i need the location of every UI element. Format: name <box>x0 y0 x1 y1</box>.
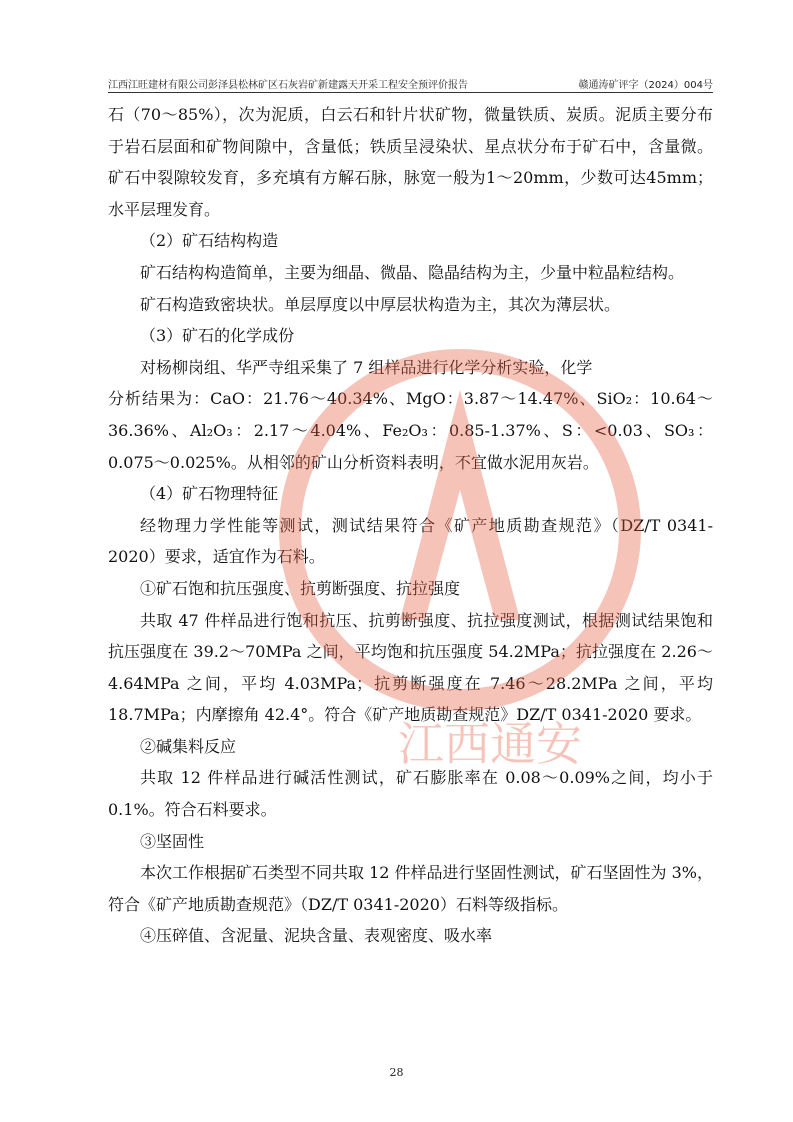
body-paragraph: 矿石构造致密块状。单层厚度以中厚层状构造为主，其次为薄层状。 <box>140 294 621 314</box>
body-paragraph: ③坚固性 <box>140 831 205 851</box>
page-header <box>108 76 713 92</box>
body-paragraph: 对杨柳岗组、华严寺组采集了 7 组样品进行化学分析实验，化学 <box>140 357 593 377</box>
page-number: 28 <box>389 1066 404 1079</box>
header-document-number: 赣通涛矿评字（2024）004号 <box>578 80 713 91</box>
body-paragraph: ②碱集料反应 <box>140 736 237 756</box>
body-paragraph: 本次工作根据矿石类型不同共取 12 件样品进行坚固性测试，矿石坚固性为 3%，符合《矿产地质勘查规范》（DZ/T 0341-2020）石料等级指标。 <box>108 863 714 914</box>
header-report-title: 江西江旺建材有限公司彭泽县松林矿区石灰岩矿新建露天开采工程安全预评价报告 <box>108 80 468 91</box>
body-paragraph: 矿石结构构造简单，主要为细晶、微晶、隐晶结构为主，少量中粒晶粒结构。 <box>140 262 685 282</box>
body-paragraph: 经物理力学性能等测试，测试结果符合《矿产地质勘查规范》（DZ/T 0341-2020）要求，适宜作为石料。 <box>108 515 713 567</box>
body-paragraph: （4）矿石物理特征 <box>140 484 279 504</box>
watermark-text: 江西通安 <box>398 717 582 771</box>
body-paragraph: ①矿石饱和抗压强度、抗剪断强度、抗拉强度 <box>140 578 461 598</box>
body-paragraph: 共取 47 件样品进行饱和抗压、抗剪断强度、抗拉强度测试，根据测试结果饱和抗压强度在 39.2～70MPa 之间，平均饱和抗压强度 54.2MPa；抗拉强度在 2.26～4.64MPa 之间，平均 4.03MPa；抗剪断强度在 7.46～28.2MPa 之间，平均 18.7MPa；内摩擦角 42.4°。符合《矿产地质勘查规范》DZ/T 0341-2020 要求。 <box>108 610 713 725</box>
body-paragraph: （3）矿石的化学成份 <box>140 326 295 346</box>
body-paragraph: 分析结果为：CaO：21.76～40.34%、MgO：3.87～14.47%、SiO₂：10.64～36.36%、Al₂O₃：2.17～4.04%、Fe₂O₃：0.85-1.37%、S：<0.03、SO₃：0.075～0.025%。从相邻的矿山分析资料表明，不宜做水泥用灰岩。 <box>108 389 713 472</box>
header-divider <box>108 92 713 93</box>
body-paragraph: 共取 12 件样品进行碱活性测试，矿石膨胀率在 0.08～0.09%之间，均小于 0.1%。符合石料要求。 <box>108 768 713 820</box>
document-body <box>108 99 713 952</box>
body-paragraph: （2）矿石结构构造 <box>140 231 279 251</box>
body-paragraph: ④压碎值、含泥量、泥块含量、表观密度、吸水率 <box>140 926 493 946</box>
body-paragraph: 石（70～85%），次为泥质，白云石和针片状矿物，微量铁质、炭质。泥质主要分布于岩石层面和矿物间隙中，含量低；铁质呈浸染状、星点状分布于矿石中，含量微。矿石中裂隙较发育，多充填有方解石脉，脉宽一般为1～20mm，少数可达45mm；水平层理发育。 <box>108 105 713 219</box>
